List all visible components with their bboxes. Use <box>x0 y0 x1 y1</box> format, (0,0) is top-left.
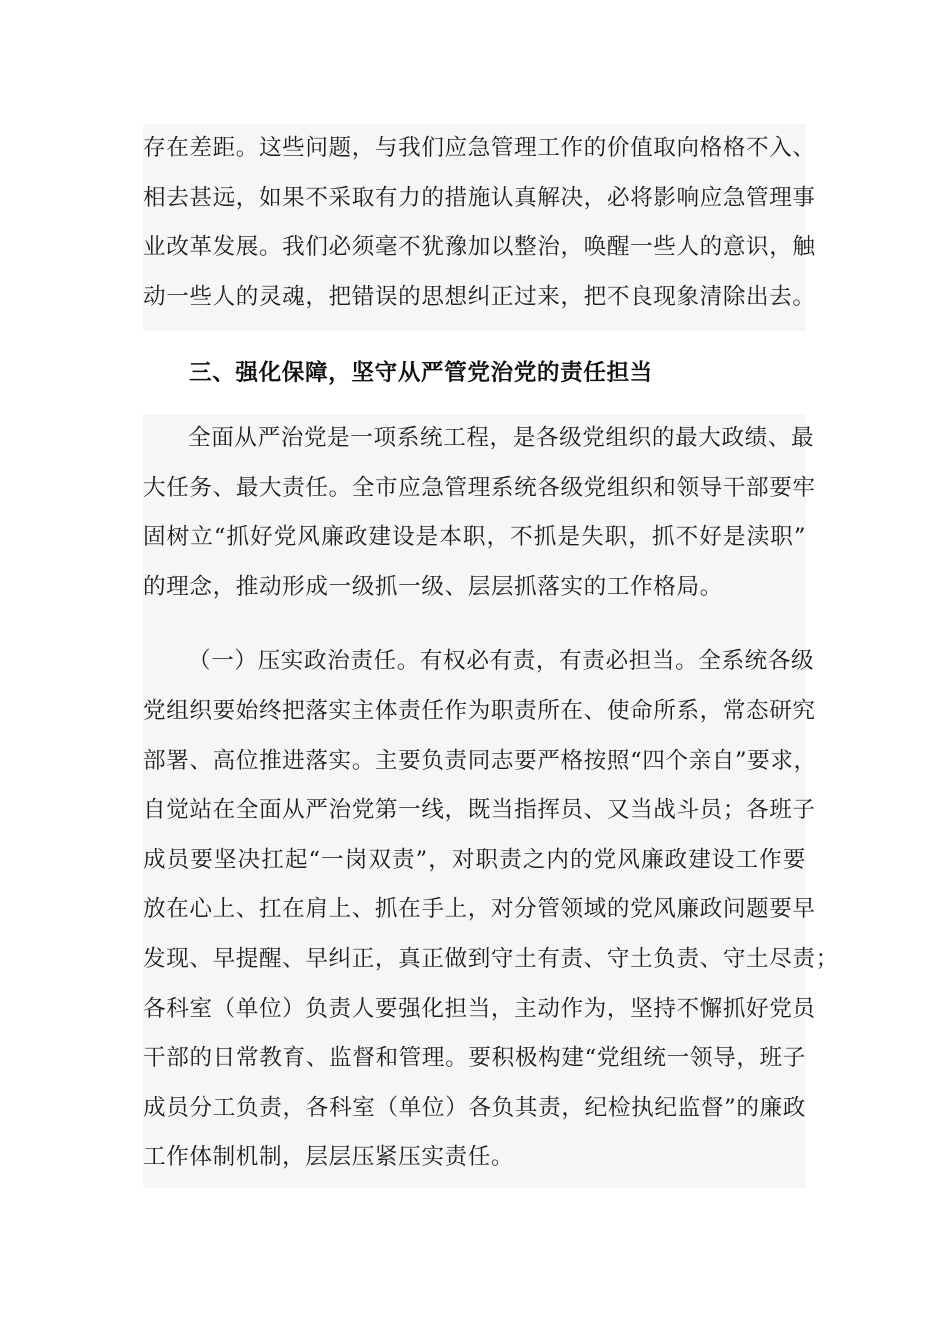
paragraph-line: （一）压实政治责任。有权必有责，有责必担当。全系统各级 <box>188 648 815 675</box>
paragraph-3 <box>143 637 839 1183</box>
paragraph-line: 动一些人的灵魂，把错误的思想纠正过来，把不良现象清除出去。 <box>143 283 816 310</box>
paragraph-line: 成员分工负责，各科室（单位）各负其责，纪检执纪监督”的廉政 <box>143 1094 806 1121</box>
paragraph-line: 放在心上、扛在肩上、抓在手上，对分管领域的党风廉政问题要早 <box>143 896 816 923</box>
paragraph-line: 发现、早提醒、早纠正，真正做到守土有责、守土负责、守土尽责； <box>143 945 839 972</box>
paragraph-2 <box>143 414 816 612</box>
paragraph-line: 相去甚远，如果不采取有力的措施认真解决，必将影响应急管理事 <box>143 184 816 211</box>
main-content <box>143 414 839 1188</box>
paragraph-spacer <box>143 612 806 637</box>
paragraph-line: 成员要坚决扛起“一岗双责”，对职责之内的党风廉政建设工作要 <box>143 846 806 873</box>
paragraph-line: 自觉站在全面从严治党第一线，既当指挥员、又当战斗员；各班子 <box>143 797 816 824</box>
paragraph-line: 固树立“抓好党风廉政建设是本职，不抓是失职，抓不好是渎职” <box>143 524 806 551</box>
top-paragraph <box>143 124 816 331</box>
section-heading: 三、强化保障，坚守从严管党治党的责任担当 <box>189 360 653 386</box>
paragraph-line: 干部的日常教育、监督和管理。要积极构建“党组统一领导，班子 <box>143 1045 806 1072</box>
paragraph-line: 存在差距。这些问题，与我们应急管理工作的价值取向格格不入、 <box>143 135 816 161</box>
paragraph-line: 部署、高位推进落实。主要负责同志要严格按照“四个亲自”要求， <box>143 747 817 774</box>
paragraph-line: 业改革发展。我们必须毫不犹豫加以整治，唤醒一些人的意识，触 <box>143 234 816 261</box>
paragraph-line: 党组织要始终把落实主体责任作为职责所在、使命所系，常态研究 <box>143 697 816 724</box>
paragraph-line: 全面从严治党是一项系统工程，是各级党组织的最大政绩、最 <box>188 425 815 451</box>
paragraph-line: 的理念，推动形成一级抓一级、层层抓落实的工作格局。 <box>143 573 723 600</box>
paragraph-line: 各科室（单位）负责人要强化担当，主动作为，坚持不懈抓好党员 <box>143 995 816 1022</box>
paragraph-line: 工作体制机制，层层压紧压实责任。 <box>143 1144 515 1171</box>
paragraph-line: 大任务、最大责任。全市应急管理系统各级党组织和领导干部要牢 <box>143 474 816 501</box>
